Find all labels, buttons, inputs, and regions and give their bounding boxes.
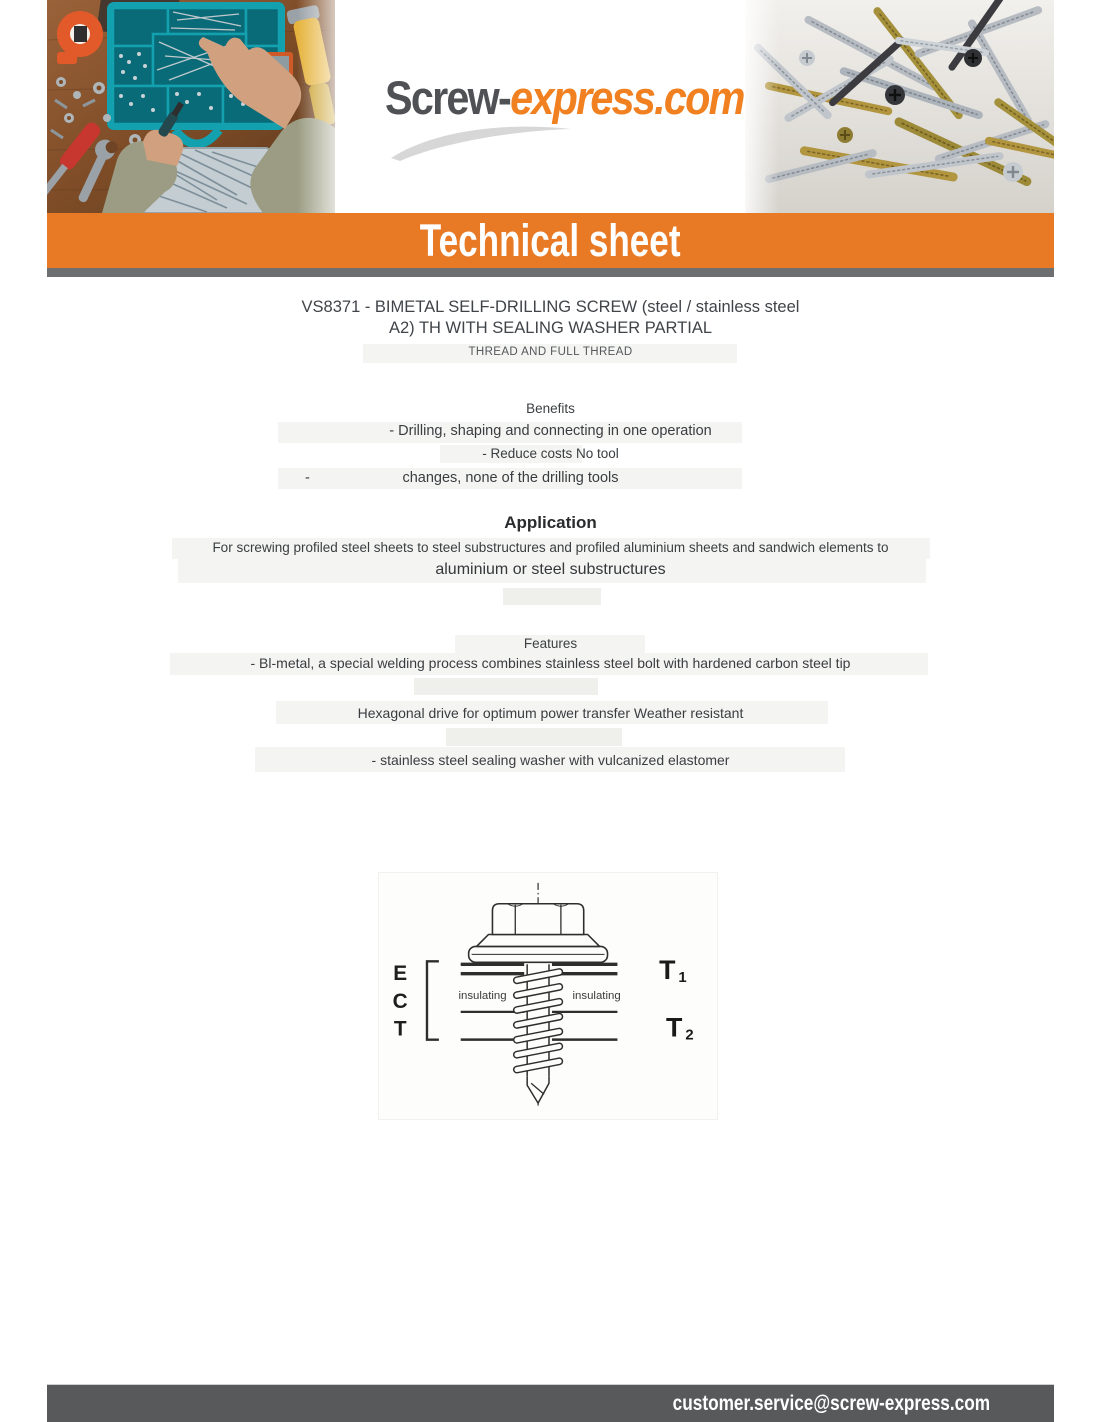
diagram-label-c: C [392, 989, 408, 1013]
features-heading: Features [523, 636, 578, 651]
sheet-content [47, 0, 1054, 1422]
diagram-label-t2: T 2 [666, 1012, 694, 1044]
benefit-item: - Reduce costs No tool [482, 446, 619, 461]
screw-diagram-svg [379, 873, 717, 1119]
feature-item: Hexagonal drive for optimum power transfer Weather resistant [357, 705, 744, 721]
footer-email: customer.service@screw-express.com [672, 1391, 990, 1415]
product-title [47, 297, 1054, 339]
benefit-dash: - [305, 470, 310, 486]
diagram-label-e: E [393, 962, 408, 986]
application-heading: Application [504, 513, 597, 532]
highlight-artifact [503, 588, 601, 605]
footer-bar [47, 1384, 1054, 1422]
diagram-insulating-left: insulating [458, 989, 507, 1002]
highlight-artifact [446, 728, 622, 746]
product-subtitle: THREAD AND FULL THREAD [468, 346, 633, 358]
diagram-label-t: T [393, 1017, 407, 1041]
diagram-label-t1: T 1 [659, 955, 687, 987]
benefits-heading: Benefits [526, 401, 575, 416]
application-text-emphasis: aluminium or steel substructures [435, 561, 666, 578]
feature-item: - Bl-metal, a special welding process combines stainless steel bolt with hardened carbon steel tip [250, 655, 851, 671]
benefit-item: - Drilling, shaping and connecting in one operation [389, 423, 712, 439]
screw-installation-diagram [378, 872, 718, 1120]
highlight-artifact [414, 678, 598, 695]
benefit-item-text: changes, none of the drilling tools [402, 470, 619, 486]
logo-text-screw: Screw- [385, 71, 511, 124]
diagram-insulating-right: insulating [572, 989, 621, 1002]
banner-title: Technical sheet [420, 214, 681, 266]
feature-item: - stainless steel sealing washer with vulcanized elastomer [371, 752, 730, 768]
product-title-line1: VS8371 - BIMETAL SELF-DRILLING SCREW (steel / stainless steel [301, 298, 800, 316]
benefit-item [47, 470, 1054, 486]
logo-text-express: express.com [510, 71, 744, 124]
application-text: For screwing profiled steel sheets to steel substructures and profiled aluminium sheets and sandwich elements to [212, 540, 889, 555]
product-title-line2: A2) TH WITH SEALING WASHER PARTIAL [388, 319, 713, 337]
